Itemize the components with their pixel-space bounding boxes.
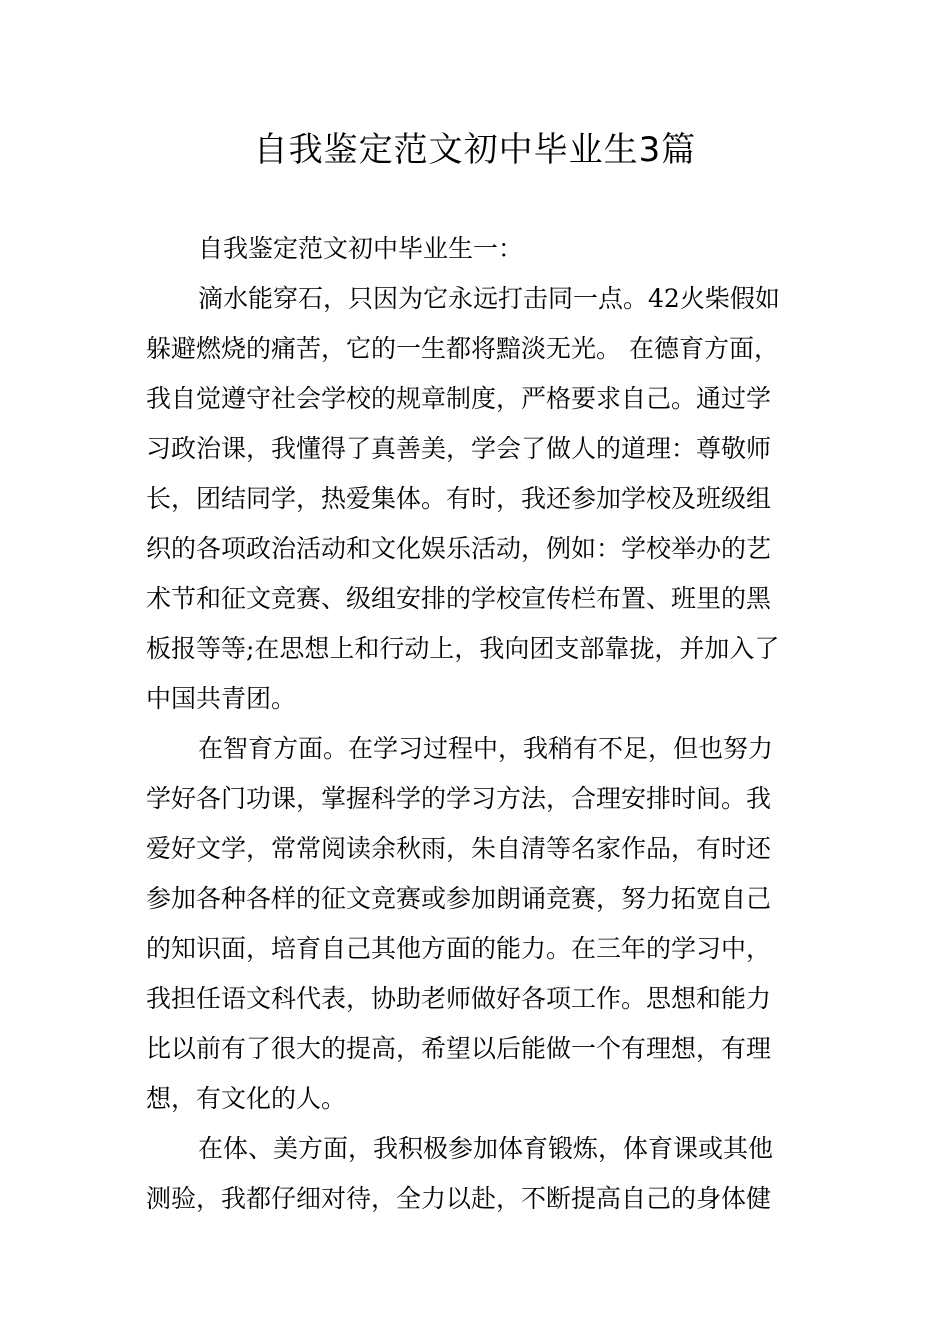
paragraph-line: 板报等等;在思想上和行动上，我向团支部靠拢，并加入了 [146, 634, 780, 663]
paragraph-line: 织的各项政治活动和文化娱乐活动，例如：学校举办的艺 [146, 534, 772, 563]
paragraph-line: 在体、美方面，我积极参加体育锻炼，体育课或其他 [198, 1134, 774, 1163]
paragraph-line: 长，团结同学，热爱集体。有时，我还参加学校及班级组 [146, 484, 772, 513]
paragraph-line: 躲避燃烧的痛苦，它的一生都将黯淡无光。 在德育方面， [146, 334, 779, 363]
document-body [146, 224, 808, 1224]
document-title: 自我鉴定范文初中毕业生3篇 [253, 130, 697, 170]
paragraph-line: 我自觉遵守社会学校的规章制度，严格要求自己。通过学 [146, 384, 772, 413]
paragraph-line: 习政治课，我懂得了真善美，学会了做人的道理：尊敬师 [146, 434, 772, 463]
paragraph-line: 术节和征文竞赛、级组安排的学校宣传栏布置、班里的黑 [146, 584, 772, 613]
paragraph-line: 在智育方面。在学习过程中，我稍有不足，但也努力 [198, 734, 774, 763]
paragraph-line: 想，有文化的人。 [146, 1084, 347, 1113]
paragraph-line: 的知识面，培育自己其他方面的能力。在三年的学习中， [146, 934, 772, 963]
paragraph-line: 比以前有了很大的提高，希望以后能做一个有理想，有理 [146, 1034, 772, 1063]
paragraph-line: 测验，我都仔细对待，全力以赴，不断提高自己的身体健 [146, 1184, 772, 1213]
paragraph-line: 学好各门功课，掌握科学的学习方法，合理安排时间。我 [146, 784, 772, 813]
paragraph-line: 爱好文学，常常阅读余秋雨，朱自清等名家作品，有时还 [146, 834, 772, 863]
section-heading: 自我鉴定范文初中毕业生一： [198, 234, 524, 263]
paragraph-line: 我担任语文科代表，协助老师做好各项工作。思想和能力 [146, 984, 772, 1013]
paragraph-line: 滴水能穿石，只因为它永远打击同一点。42火柴假如 [198, 284, 780, 313]
paragraph-line: 中国共青团。 [146, 684, 297, 713]
paragraph-line: 参加各种各样的征文竞赛或参加朗诵竞赛，努力拓宽自己 [146, 884, 772, 913]
